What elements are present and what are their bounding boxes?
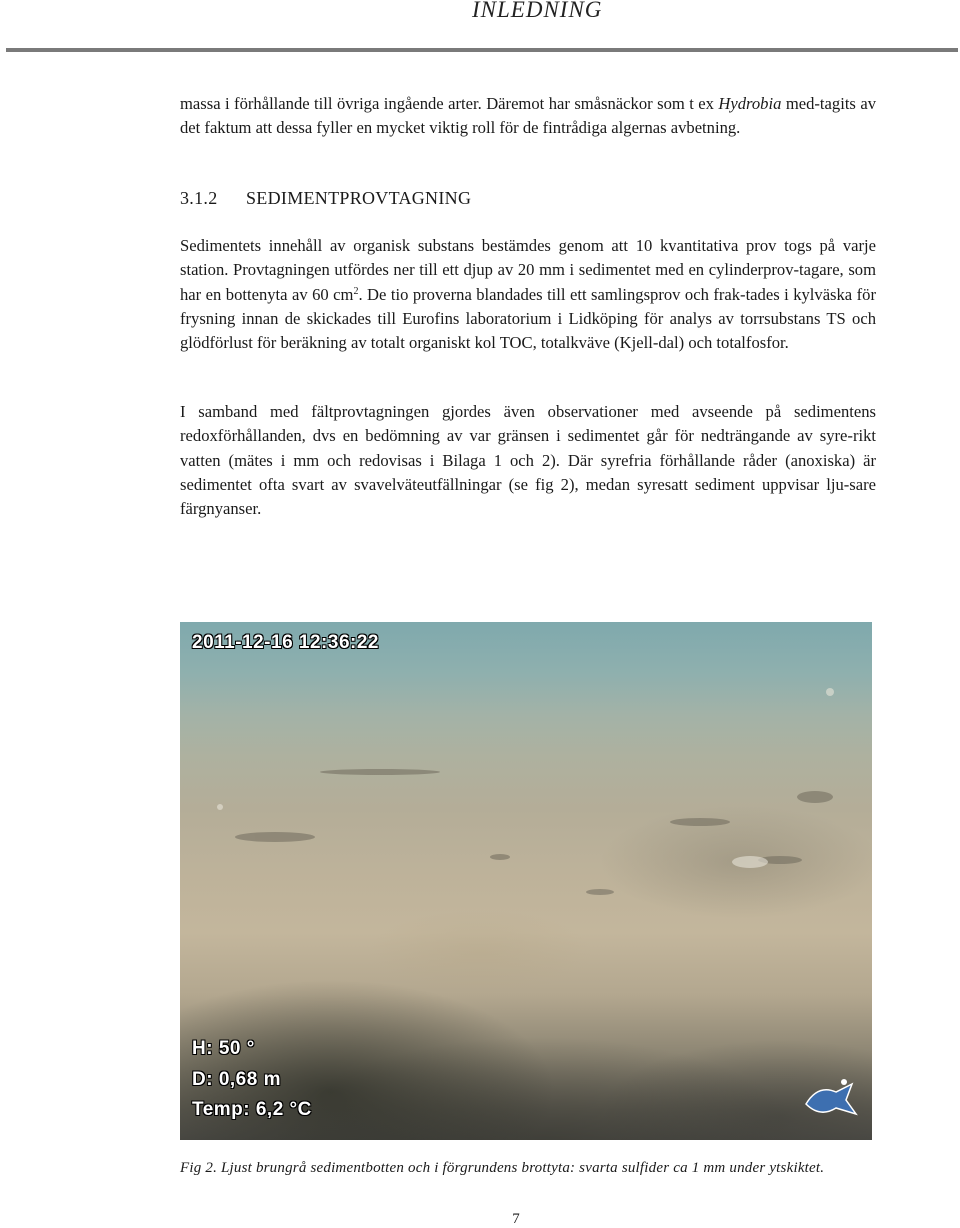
intro-paragraph bbox=[180, 92, 876, 141]
method-text-1: Sedimentets innehåll av organisk substans bestämdes genom att 10 kvantitativa prov togs på varje station. Provtagningen utfördes ner till ett djup av 20 mm i sedimentet med en cylinderprov-tagare, som har en bottenyta av 60 cm bbox=[180, 236, 876, 304]
sediment-photo bbox=[180, 622, 872, 1140]
superscript: 2 bbox=[353, 285, 359, 297]
observation-paragraph: I samband med fältprovtagningen gjordes även observationer med avseende på sedimentens redoxförhållanden, dvs en bedömning av var gränsen i sedimentet går för nedträngande av syre-rikt vatten (mätes i mm och redovisas i Bilaga 1 och 2). Där syrefria förhållande råder (anoxiska) är sedimentet ofta svart av svavelväteutfällningar (se fig 2), medan syresatt sediment uppvisar lju-sare färgnyanser. bbox=[180, 402, 876, 519]
method-paragraph bbox=[180, 234, 876, 355]
sediment-texture bbox=[180, 622, 872, 1140]
intro-text-2: med-tagits av det faktum att dessa fyller en mycket viktig roll för de fintrådiga algernas avbetning. bbox=[180, 94, 876, 138]
figure-caption: Fig 2. Ljust brungrå sedimentbotten och i förgrundens brottyta: svarta sulfider ca 1 mm under ytskiktet. bbox=[180, 1160, 825, 1176]
photo-heading-readout: H: 50 ° bbox=[192, 1038, 255, 1059]
method-text-2: . De tio proverna blandades till ett samlingsprov och frak-tades i kylväska för frysning innan de skickades till Eurofins laboratorium i Lidköping för analys av torrsubstans TS och glödförlust för beräkning av totalt organiskt kol TOC, totalkväve (Kjell-dal) och totalfosfor. bbox=[180, 284, 876, 353]
section-title: SEDIMENTPROVTAGNING bbox=[246, 188, 472, 208]
photo-temperature-readout: Temp: 6,2 °C bbox=[192, 1099, 312, 1120]
running-title: INLEDNING bbox=[472, 0, 603, 22]
page-number: 7 bbox=[512, 1211, 520, 1227]
photo-depth-readout: D: 0,68 m bbox=[192, 1069, 281, 1090]
species-name: Hydrobia bbox=[718, 94, 782, 113]
running-header bbox=[0, 0, 960, 24]
photo-timestamp: 2011-12-16 12:36:22 bbox=[192, 632, 379, 653]
section-number: 3.1.2 bbox=[180, 188, 218, 208]
fish-logo-icon bbox=[800, 1074, 860, 1124]
section-heading bbox=[180, 186, 471, 210]
header-rule bbox=[6, 48, 958, 52]
intro-text-1: massa i förhållande till övriga ingående arter. Däremot har småsnäckor som t ex bbox=[180, 94, 719, 113]
